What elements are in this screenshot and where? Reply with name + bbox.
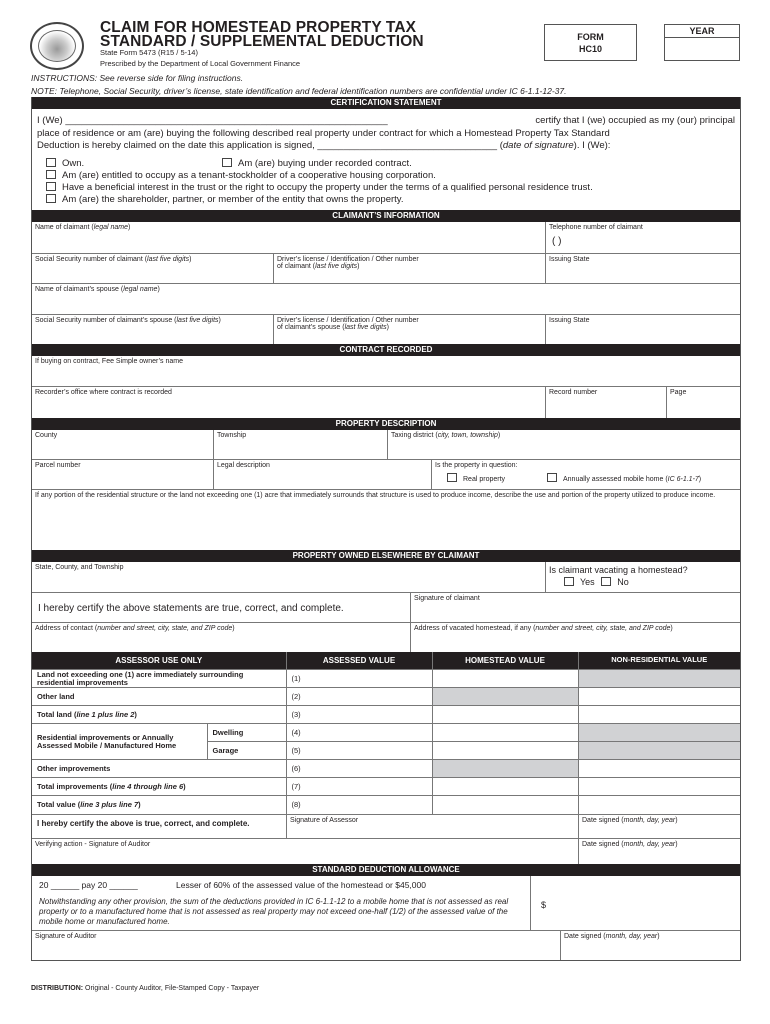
field-label: Driver’s license / Identification / Other number [277,255,419,263]
area-code-parens: ( ) [552,235,562,247]
homestead-value-1[interactable] [432,670,578,688]
field-label: of claimant ( [277,262,316,270]
state-seal-icon [30,22,84,70]
distribution-note [31,985,259,992]
field-label: Legal description [217,461,270,469]
claimant-name-field[interactable]: Name of claimant (legal name) [35,223,131,231]
field-label: Social Security number of claimant’s spouse ( [35,316,177,324]
claimant-phone-field[interactable] [545,222,740,253]
option-cooperative[interactable] [32,170,740,182]
form-id-box [544,24,637,61]
option-label: Am (are) entitled to occupy as a tenant-stockholder of a cooperative housing corporation. [62,169,436,181]
dollar-sign: $ [541,899,547,910]
cert-line2: place of residence or am (are) buying the following described real property under contract for which a Homestead Property Tax Standard [37,127,610,139]
spouse-ssn-field[interactable]: Social Security number of claimant’s spouse (last five digits) [35,316,221,324]
field-label: Township [217,431,247,439]
mobile-home-option[interactable]: Annually assessed mobile home (IC 6-1.1-7) [547,473,701,483]
assessor-table [32,652,740,814]
row-label: Total improvements (line 4 through line 6) [32,778,286,796]
homestead-value-2 [432,688,578,706]
claimant-dl-field[interactable]: Driver’s license / Identification / Other number of claimant (last five digits) [273,254,545,283]
label-hint: line 1 plus line 2 [76,710,135,719]
field-label: Issuing State [549,255,590,263]
auditor-verify-date-field[interactable]: Date signed (month, day, year) [578,839,740,864]
label-hint: line 4 through line 6 [112,782,184,791]
table-row [32,760,740,778]
option-entity[interactable] [32,194,740,206]
option-label: Am (are) buying under recorded contract. [238,157,412,169]
option-label: Yes [580,576,595,587]
row-label: Total land (line 1 plus line 2) [32,706,286,724]
row-label: Land not exceeding one (1) acre immediately surrounding residential improvements [32,670,286,688]
non-residential-value-4 [578,724,740,742]
table-row [32,688,740,706]
field-label: Driver’s license / Identification / Other number [277,316,419,324]
field-label: Name of claimant ( [35,223,94,231]
parcel-number-field[interactable] [32,460,213,489]
non-residential-value-3[interactable] [578,706,740,724]
state-county-township-field[interactable] [32,562,545,592]
form-number: HC10 [578,44,602,54]
standard-deduction-header: STANDARD DEDUCTION ALLOWANCE [32,864,740,876]
lesser-text: Lesser of 60% of the assessed value of the homestead or $45,000 [176,879,426,890]
recorder-office-field[interactable] [32,387,545,418]
field-label: of claimant’s spouse ( [277,323,345,331]
field-label: Is the property in question: [435,461,518,469]
field-hint: number and street, city, state, and ZIP code [535,624,671,632]
property-description-header: PROPERTY DESCRIPTION [32,418,740,430]
label-text: Total improvements ( [37,782,113,791]
checkbox[interactable] [564,577,574,586]
township-field[interactable] [213,430,387,459]
non-residential-value-2[interactable] [578,688,740,706]
row-label: Total value (line 3 plus line 7) [32,796,286,814]
field-label: Signature of Assessor [290,816,359,824]
field-label: Record number [549,388,598,396]
income-use-field[interactable] [32,490,740,550]
vacating-yes-option[interactable] [564,577,595,587]
field-label: Date signed ( [582,840,624,848]
prescribed-by: Prescribed by the Department of Local Government Finance [100,59,301,68]
assessor-date-field[interactable]: Date signed (month, day, year) [578,815,740,838]
contact-address-field[interactable]: Address of contact (number and street, city, state, and ZIP code) [35,624,235,632]
field-label: County [35,431,58,439]
ownership-options [32,156,740,210]
notwithstanding-text: Notwithstanding any other provision, the sum of the deductions provided in IC 6-1.1-12 to a mobile home that is not assessed as real property or to a manufactured home that is not assessed as real property may not exceed one-half (1/2) of the assessed value of the mobile home or manufactured home. [39,896,509,926]
state-form-number: State Form 5473 (R15 / 5-14) [100,48,198,57]
confidentiality-note: NOTE: Telephone, Social Security, driver’s license, state identification and federal identification numbers are confidential under IC 6-1.1-12-37. [31,86,567,96]
field-hint: last five digits [147,255,190,263]
claimant-info-header: CLAIMANT’S INFORMATION [32,210,740,222]
auditor-signature-field[interactable] [32,931,560,960]
field-hint: legal name [123,285,158,293]
claimant-ssn-field[interactable]: Social Security number of claimant (last five digits) [35,255,192,263]
assessed-value-5[interactable]: (5) [286,742,432,760]
property-type-question [431,460,740,489]
row-sublabel-dwelling: Dwelling [207,724,286,742]
cert-line1-suffix: certify that I (we) occupied as my (our) principal [535,115,735,126]
non-residential-value-5 [578,742,740,760]
table-row [32,670,740,688]
field-label: If buying on contract, Fee Simple owner’s name [35,357,183,365]
vacated-address-field[interactable]: Address of vacated homestead, if any (number and street, city, state, and ZIP code) [410,623,740,652]
checkbox[interactable] [601,577,611,586]
auditor-verify-signature-field[interactable] [32,839,578,864]
contract-recorded-header: CONTRACT RECORDED [32,344,740,356]
field-label: Parcel number [35,461,81,469]
assessed-value-3[interactable]: (3) [286,706,432,724]
checkbox[interactable] [46,194,56,203]
property-elsewhere-header: PROPERTY OWNED ELSEWHERE BY CLAIMANT [32,550,740,562]
field-hint: month, day, year [623,816,676,824]
row-label: Other improvements [32,760,286,778]
option-label: Own. [62,157,85,169]
assessor-table-header [32,652,740,670]
field-label: Taxing district ( [391,431,438,439]
checkbox[interactable] [46,158,56,167]
field-label: Telephone number of claimant [549,223,643,231]
option-buying-contract[interactable] [222,158,412,170]
option-own[interactable] [46,158,222,170]
field-hint: month, day, year [605,932,658,940]
checkbox[interactable] [447,473,457,482]
col-assessed-value: ASSESSED VALUE [286,652,432,670]
form-title [100,21,424,49]
assessor-signature-field[interactable] [286,815,578,838]
label-text: Total value ( [37,800,81,810]
checkbox[interactable] [46,170,56,179]
spouse-dl-field[interactable]: Driver’s license / Identification / Other number of claimant’s spouse (last five digits) [273,315,545,344]
table-row [32,706,740,724]
assessed-value-4[interactable]: (4) [286,724,432,742]
certification-statement: I (We) _____________________________________________________________ certify that I (we) occupied as my (our) principal place of residence or am (are) buying the following described real property under contract for which a Homestead Property Tax Standard Deduction is hereby claimed on the date this application is signed, __________________________________ (date of signature). I (We): [37,115,735,151]
option-label: Real property [463,475,506,483]
cert-we-label: I (We) [37,115,66,126]
deduction-amount-field[interactable] [530,876,740,930]
title-line-2: STANDARD / SUPPLEMENTAL DEDUCTION [100,33,424,50]
field-label: State, County, and Township [35,563,124,571]
field-hint: city, town, township [437,431,498,439]
table-row [32,796,740,814]
assessed-value-2[interactable]: (2) [286,688,432,706]
field-label: Recorder’s office where contract is recorded [35,388,172,396]
table-row [32,778,740,796]
field-label: Issuing State [549,316,590,324]
distribution-label: DISTRIBUTION: [31,985,84,992]
instructions: INSTRUCTIONS: See reverse side for filing instructions. [31,73,244,83]
certification-header: CERTIFICATION STATEMENT [32,97,740,109]
non-residential-value-7[interactable] [578,778,740,796]
date-of-signature-input[interactable]: __________________________________ [317,140,498,151]
option-label: Am (are) the shareholder, partner, or member of the entity that owns the property. [62,193,404,205]
assessed-value-7[interactable]: (7) [286,778,432,796]
field-label: Date signed ( [582,816,624,824]
row-label: Residential improvements or Annually Assessed Mobile / Manufactured Home [32,724,207,760]
field-label: If any portion of the residential structure or the land not exceeding one (1) acre that immediately surrounds that structure is used to produce income, describe the use and portion of the property utilized to produce income. [35,491,716,499]
year-input[interactable] [665,38,739,61]
form-label: FORM [577,32,604,42]
real-property-option[interactable] [447,473,547,483]
tax-year-input[interactable]: 20 ______ pay 20 ______ [39,879,138,890]
field-hint: last five digits [315,262,358,270]
assessed-value-1[interactable]: (1) [286,670,432,688]
homestead-value-8[interactable] [432,796,578,814]
assessor-certify-text: I hereby certify the above is true, correct, and complete. [37,818,250,828]
option-trust[interactable] [32,182,740,194]
field-label: Name of claimant’s spouse ( [35,285,124,293]
field-label: Social Security number of claimant ( [35,255,148,263]
homestead-value-3[interactable] [432,706,578,724]
title-line-1: CLAIM FOR HOMESTEAD PROPERTY TAX [100,19,417,36]
field-label: Page [670,388,687,396]
year-label: YEAR [665,25,739,38]
checkbox[interactable] [547,473,557,482]
field-label: Signature of Auditor [35,932,97,940]
field-label: Verifying action - Signature of Auditor [35,840,151,848]
homestead-value-6 [432,760,578,778]
homestead-value-7[interactable] [432,778,578,796]
claimant-issuing-state-field[interactable] [545,254,740,283]
deduction-text [32,876,530,930]
option-label: Have a beneficial interest in the trust or the right to occupy the property under the terms of a qualified personal residence trust. [62,181,593,193]
field-label: Is claimant vacating a homestead? [549,564,688,575]
spouse-issuing-state-field[interactable] [545,315,740,344]
certify-statement: I hereby certify the above statements are true, correct, and complete. [38,602,344,614]
col-non-residential-value: NON-RESIDENTIAL VALUE [611,655,708,665]
field-hint: last five digits [344,323,387,331]
claimant-names-input[interactable]: _____________________________________________________________ [65,115,388,126]
vacating-homestead-question [545,562,740,592]
checkbox[interactable] [46,182,56,191]
field-hint: number and street, city, state, and ZIP code [97,624,233,632]
assessed-value-6[interactable]: (6) [286,760,432,778]
field-label: Address of contact ( [35,624,98,632]
record-number-field[interactable] [545,387,666,418]
option-hint: IC 6-1.1-7 [667,475,699,483]
fee-simple-owner-field[interactable] [32,356,740,386]
distribution-text: Original - County Auditor, File-Stamped Copy - Taxpayer [83,985,260,992]
option-label: Annually assessed mobile home ( [563,475,668,483]
col-homestead-value: HOMESTEAD VALUE [432,652,578,670]
non-residential-value-6[interactable] [578,760,740,778]
cert-line3-prefix: Deduction is hereby claimed on the date this application is signed, [37,140,318,151]
non-residential-value-8[interactable] [578,796,740,814]
claimant-signature-field[interactable] [410,593,740,622]
homestead-value-5[interactable] [432,742,578,760]
table-row [32,724,740,742]
label-hint: line 3 plus line 7 [80,800,139,810]
vacating-no-option[interactable] [601,577,629,587]
field-label: Signature of claimant [414,594,480,602]
row-sublabel-garage: Garage [207,742,286,760]
field-hint: month, day, year [623,840,676,848]
auditor-date-field[interactable]: Date signed (month, day, year) [560,931,740,960]
date-of-signature-hint: date of signature [502,140,574,151]
non-residential-value-1 [578,670,740,688]
claimant-certify-text [32,593,410,622]
assessed-value-8[interactable]: (8) [286,796,432,814]
field-label: Date signed ( [564,932,606,940]
field-hint: legal name [93,223,128,231]
cert-line3-suffix: ). I (We): [573,140,611,151]
option-label: No [617,576,629,587]
row-label: Other land [32,688,286,706]
field-hint: last five digits [176,316,219,324]
col-assessor-use-only: ASSESSOR USE ONLY [32,652,286,670]
county-field[interactable] [32,430,213,459]
homestead-value-4[interactable] [432,724,578,742]
spouse-name-field[interactable]: Name of claimant’s spouse (legal name) [35,285,160,293]
field-label: Address of vacated homestead, if any ( [414,624,536,632]
label-text: Total land ( [37,710,77,719]
legal-description-field[interactable] [213,460,431,489]
checkbox[interactable] [222,158,232,167]
taxing-district-field[interactable]: Taxing district (city, town, township) [387,430,740,459]
form-body [31,97,741,961]
page-field[interactable] [666,387,740,418]
year-box [664,24,740,61]
